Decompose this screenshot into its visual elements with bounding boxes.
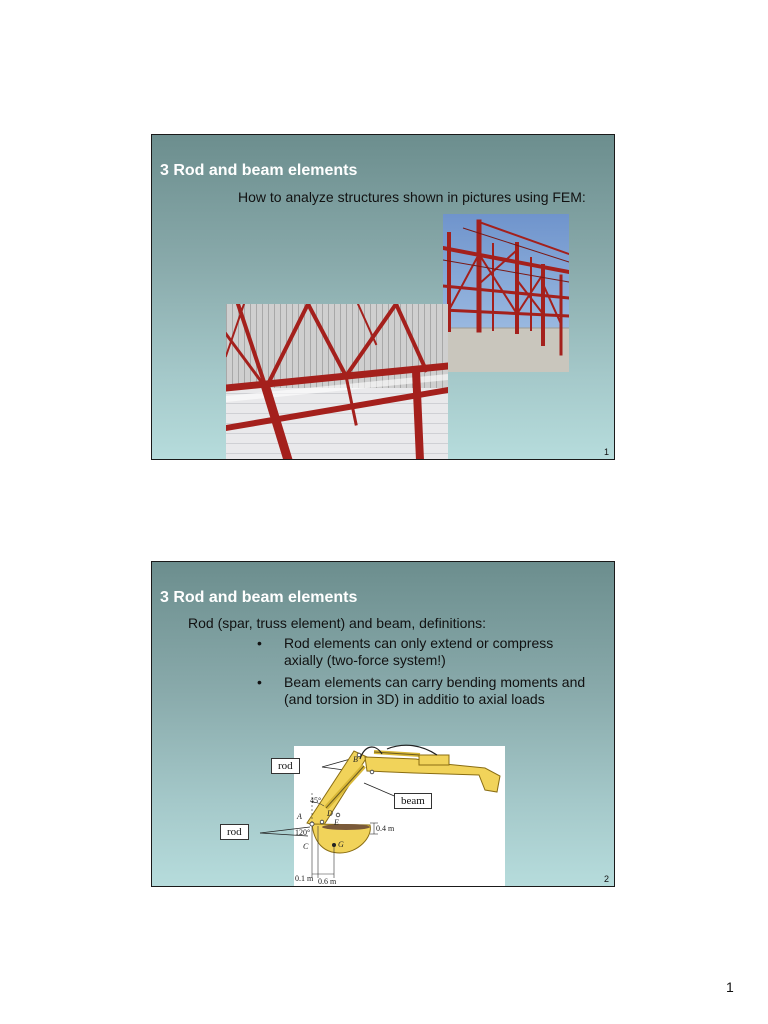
bullet-marker: • [257,674,262,690]
slide-1 [151,134,615,460]
dimension-0-1m: 0.1 m [295,874,314,883]
slide-title: 3 Rod and beam elements [160,589,358,606]
dimension-0-4m: 0.4 m [376,824,395,833]
rod-callout-top: rod [271,758,300,774]
point-e-label: E [334,818,339,827]
bullet-text: Rod elements can only extend or compress axially (two-force system!) [284,635,554,668]
steel-frame-photo [443,214,569,372]
angle-120-label: 120° [295,828,311,837]
rod-callout-left: rod [220,824,249,840]
slide-2 [151,561,615,887]
roof-truss-photo [226,304,448,460]
slide-number: 1 [603,447,609,457]
angle-45-label: 45° [310,796,322,805]
point-c-label: C [303,842,309,851]
definitions-intro: Rod (spar, truss element) and beam, definitions: [188,615,487,631]
point-a-label: A [297,812,302,821]
dimension-0-6m: 0.6 m [318,877,337,886]
slide-body-text: How to analyze structures shown in pictures using FEM: [238,189,586,205]
point-b-label: B [353,755,358,764]
slide-title: 3 Rod and beam elements [160,162,358,179]
beam-callout: beam [394,793,432,809]
point-d-label: D [327,809,333,818]
bullet-text: Beam elements can carry bending moments and (and torsion in 3D) in additio to axial loads [284,674,586,707]
point-g-label: G [338,840,344,849]
slide-number: 2 [603,874,609,884]
page-number: 1 [726,979,734,995]
bullet-marker: • [257,635,262,651]
